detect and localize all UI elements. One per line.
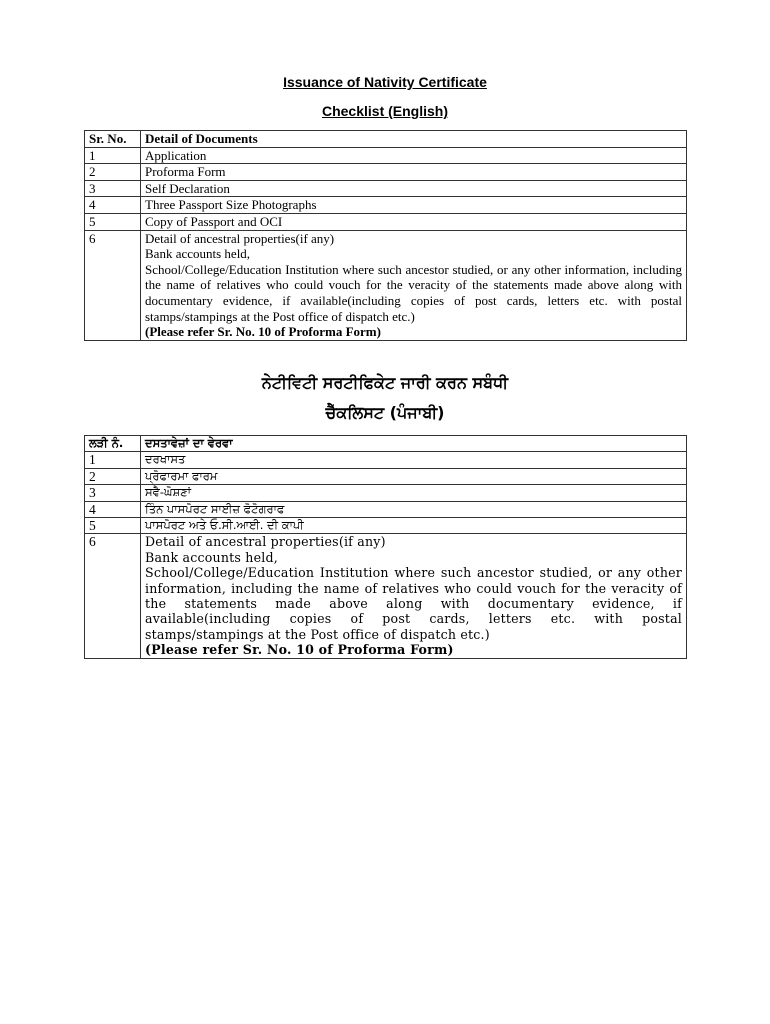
institution-paragraph: School/College/Education Institution where such ancestor studied, or any other information, including the name of relatives who could vouch for the veracity of the statements made above along with documentary evidence, if available(including copies of post cards, letters etc. with postal stamps/stampings at the Post office of dispatch etc.)	[145, 565, 682, 642]
row-number: 1	[85, 452, 141, 468]
proforma-note: (Please refer Sr. No. 10 of Proforma Form)	[145, 324, 381, 340]
english-checklist-table	[84, 130, 687, 341]
english-subtitle: Checklist (English)	[321, 103, 449, 119]
table-row	[85, 213, 687, 230]
row-detail: Proforma Form	[141, 164, 687, 181]
row-detail: Copy of Passport and OCI	[141, 213, 687, 230]
row-detail	[141, 230, 687, 340]
punjabi-checklist-table	[84, 435, 687, 659]
table-row	[85, 147, 687, 164]
ancestral-properties-line: Detail of ancestral properties(if any)	[145, 230, 335, 246]
institution-paragraph: School/College/Education Institution where such ancestor studied, or any other information, including the name of relatives who could vouch for the veracity of the statements made above along with documentary evidence, if available(including copies of post cards, letters etc. with postal stamps/stampings at the Post office of dispatch etc.)	[145, 261, 682, 324]
row-detail: ਸਵੈ-ਘੋਸ਼ਣਾਂ	[141, 485, 687, 501]
english-title: Issuance of Nativity Certificate	[283, 74, 487, 90]
punjabi-title: ਨੇਟੀਵਿਟੀ ਸਰਟੀਫਿਕੇਟ ਜਾਰੀ ਕਰਨ ਸਬੰਧੀ	[261, 373, 509, 392]
punjabi-subtitle: ਚੈੱਕਲਿਸਟ (ਪੰਜਾਬੀ)	[325, 403, 445, 422]
proforma-note: (Please refer Sr. No. 10 of Proforma Form)	[145, 642, 454, 658]
header-sr-no: Sr. No.	[85, 131, 141, 148]
row-detail: Application	[141, 147, 687, 164]
row-number: 3	[85, 485, 141, 501]
row-number: 4	[85, 197, 141, 214]
table-row	[85, 230, 687, 340]
table-row	[85, 197, 687, 214]
row-number: 3	[85, 180, 141, 197]
row-number: 6	[85, 230, 141, 340]
bank-accounts-line: Bank accounts held,	[145, 246, 251, 262]
row-number: 1	[85, 147, 141, 164]
row-detail: ਦਰਖਾਸਤ	[141, 452, 687, 468]
row-number: 5	[85, 213, 141, 230]
header-sr-no: ਲੜੀ ਨੰ.	[85, 436, 141, 452]
table-row	[85, 501, 687, 517]
row-detail: ਤਿੰਨ ਪਾਸਪੋਰਟ ਸਾਈਜ਼ ਫੋਟੋਗਰਾਫ	[141, 501, 687, 517]
row-detail: ਪ੍ਰੋਫਾਰਮਾ ਫਾਰਮ	[141, 468, 687, 484]
table-header-row	[85, 131, 687, 148]
row-detail	[141, 534, 687, 658]
bank-accounts-line: Bank accounts held,	[145, 549, 278, 565]
header-detail: Detail of Documents	[141, 131, 687, 148]
row-detail: Self Declaration	[141, 180, 687, 197]
table-row	[85, 164, 687, 181]
table-row	[85, 452, 687, 468]
row-number: 4	[85, 501, 141, 517]
header-detail: ਦਸਤਾਵੇਜ਼ਾਂ ਦਾ ਵੇਰਵਾ	[141, 436, 687, 452]
table-row	[85, 468, 687, 484]
table-row	[85, 518, 687, 534]
ancestral-properties-line: Detail of ancestral properties(if any)	[145, 534, 386, 550]
table-row	[85, 534, 687, 658]
table-header-row	[85, 436, 687, 452]
row-detail: Three Passport Size Photographs	[141, 197, 687, 214]
row-number: 5	[85, 518, 141, 534]
table-row	[85, 485, 687, 501]
row-detail: ਪਾਸਪੋਰਟ ਅਤੇ ਓ.ਸੀ.ਆਈ. ਦੀ ਕਾਪੀ	[141, 518, 687, 534]
row-number: 6	[85, 534, 141, 658]
row-number: 2	[85, 164, 141, 181]
row-number: 2	[85, 468, 141, 484]
table-row	[85, 180, 687, 197]
